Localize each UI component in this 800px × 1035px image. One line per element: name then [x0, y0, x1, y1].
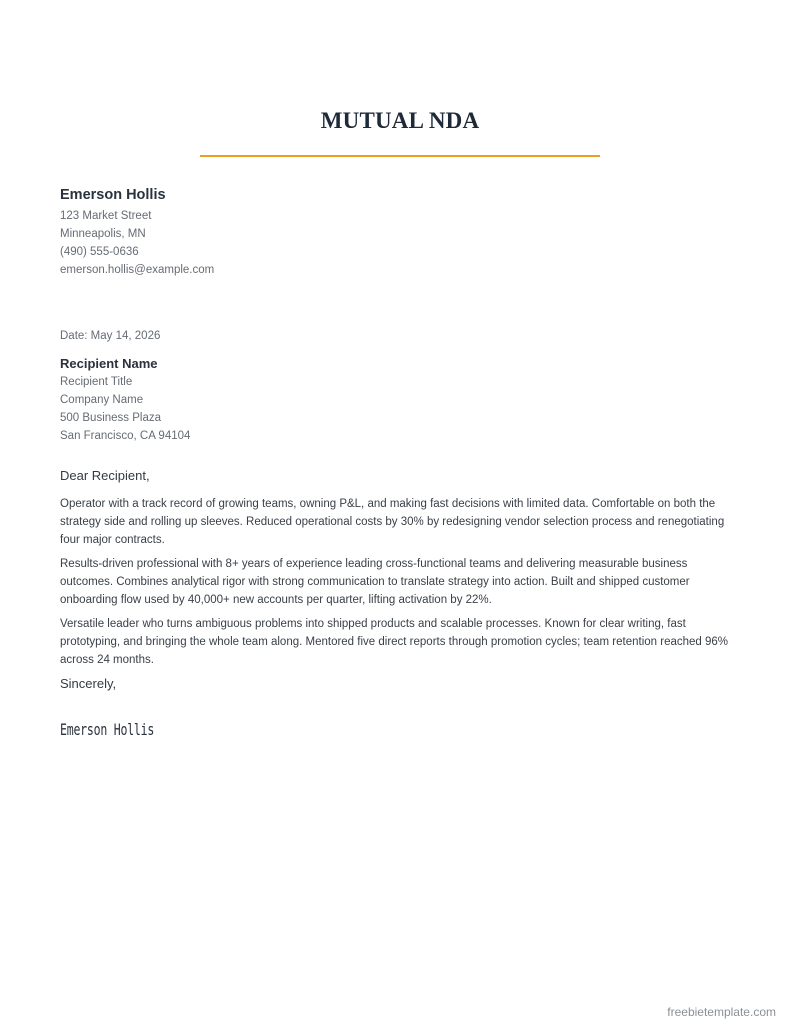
sender-block [60, 186, 740, 279]
recipient-name: Recipient Name [60, 356, 158, 371]
footer-brand: freebietemplate.com [667, 1005, 776, 1019]
body-paragraph: Versatile leader who turns ambiguous problems into shipped products and scalable processes. Known for clear writing, fast prototyping, and bringing the whole team along. Mentored five direct reports through promotion cycles; team retention reached 96% across 24 months. [60, 618, 729, 666]
recipient-title: Recipient Title [60, 376, 133, 388]
letter-date: Date: May 14, 2026 [60, 330, 161, 342]
salutation: Dear Recipient, [60, 468, 150, 483]
recipient-block [60, 355, 740, 445]
sender-email: emerson.hollis@example.com [60, 264, 215, 276]
recipient-company: Company Name [60, 394, 144, 406]
closing: Sincerely, [60, 676, 117, 691]
sender-name: Emerson Hollis [60, 187, 166, 203]
sender-city: Minneapolis, MN [60, 228, 146, 240]
sender-phone: (490) 555-0636 [60, 246, 139, 258]
recipient-street: 500 Business Plaza [60, 412, 162, 424]
letter-body [60, 495, 740, 675]
body-paragraph: Results-driven professional with 8+ years of experience leading cross-functional teams and delivering measurable business outcomes. Combines analytical rigor with strong communication to translate strategy into action. Built and shipped customer onboarding flow used by 40,000+ new accounts per quarter, lifting activation by 22%. [60, 558, 690, 606]
title-divider [200, 155, 600, 157]
sender-street: 123 Market Street [60, 210, 152, 222]
body-paragraph: Operator with a track record of growing teams, owning P&L, and making fast decisions with limited data. Comfortable on both the strategy side and rolling up sleeves. Reduced operational costs by 30% by redesigning vendor selection process and renegotiating four major contracts. [60, 498, 725, 546]
recipient-city: San Francisco, CA 94104 [60, 430, 191, 442]
signature: Emerson Hollis [60, 720, 155, 739]
document-title: MUTUAL NDA [320, 108, 480, 133]
